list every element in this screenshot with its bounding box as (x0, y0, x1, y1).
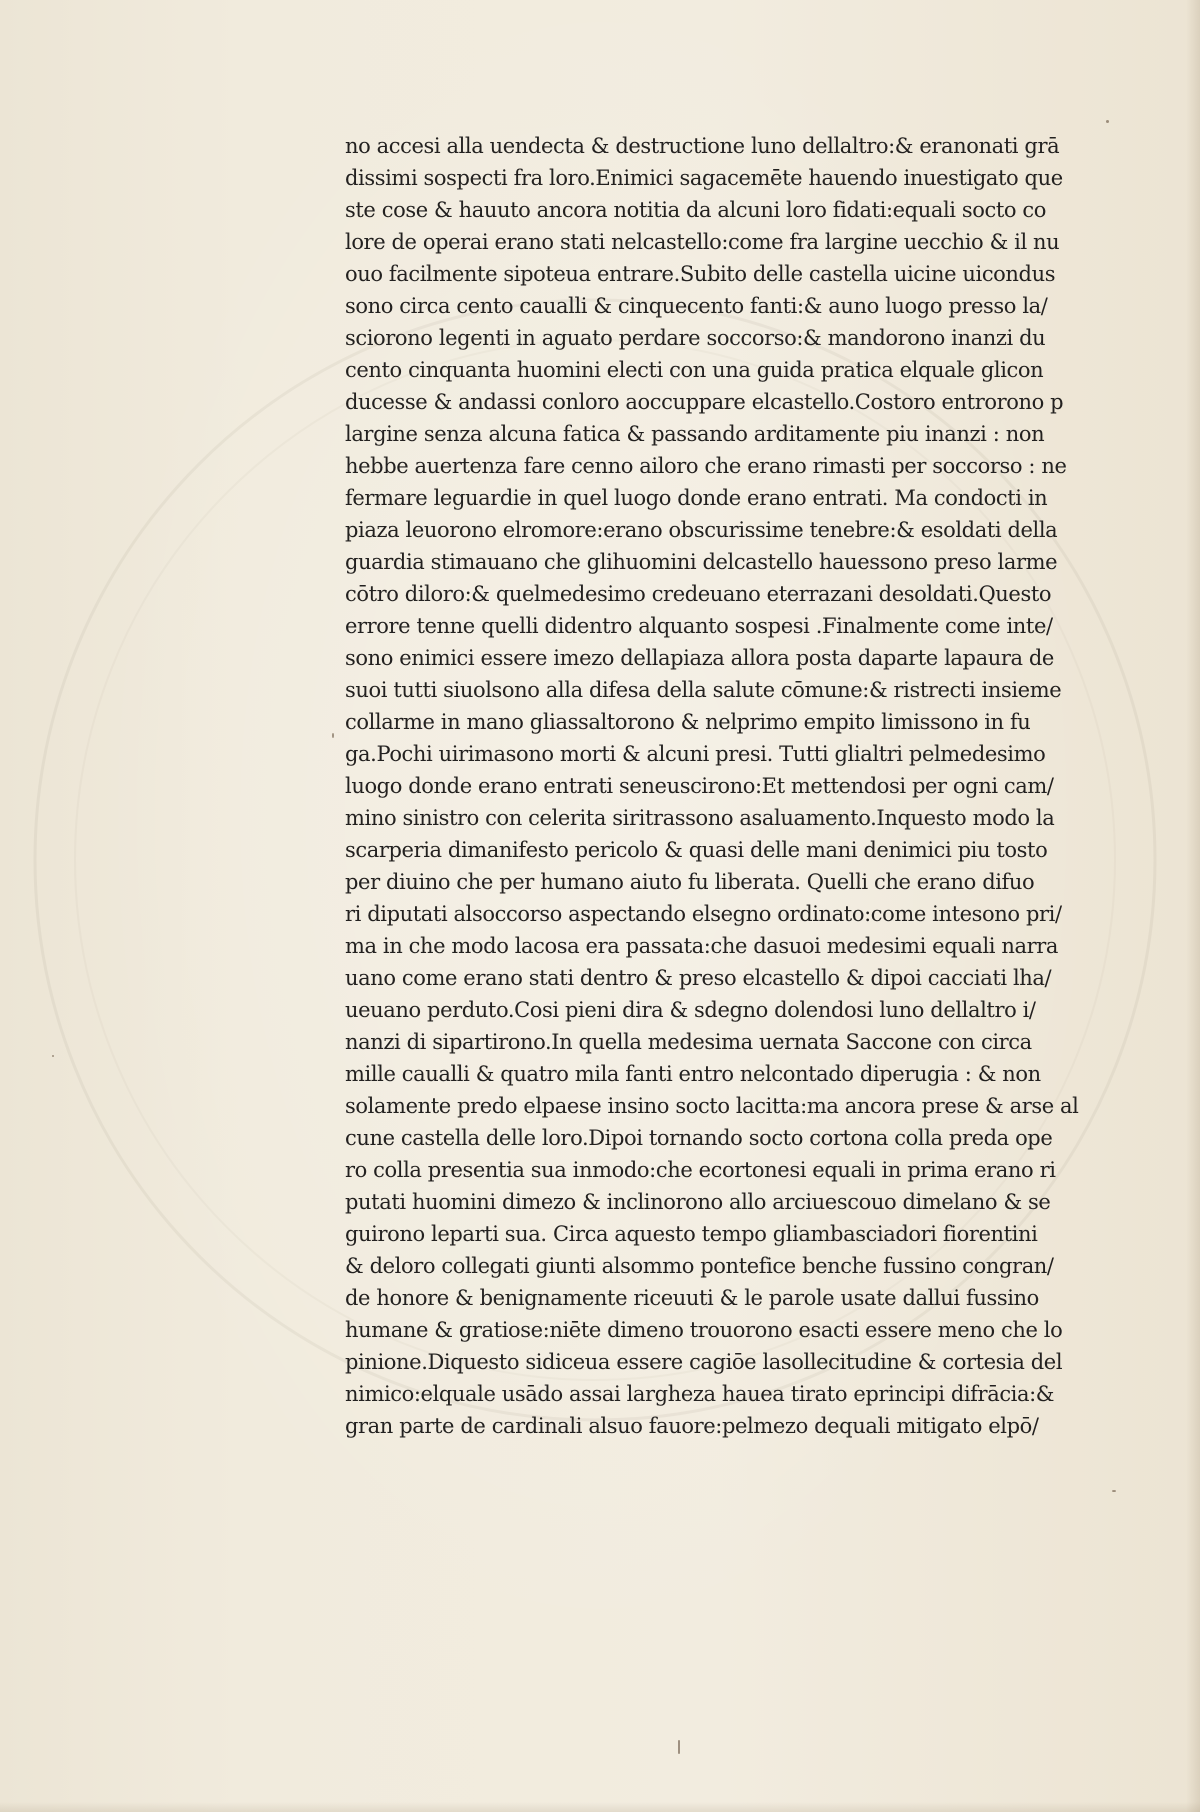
text-line: mille caualli & quatro mila fanti entro nelcontado diperugia : & non (345, 1062, 1041, 1086)
page-edge-bottom (0, 1802, 1200, 1812)
text-line: ma in che modo lacosa era passata:che dasuoi medesimi equali narra (345, 934, 1059, 958)
text-line: errore tenne quelli didentro alquanto sospesi .Finalmente come inte/ (345, 614, 1053, 638)
paper-speck (1112, 1490, 1116, 1492)
page-edge-right (1186, 0, 1200, 1812)
text-line: largine senza alcuna fatica & passando arditamente piu inanzi : non (345, 422, 1045, 446)
text-line: nimico:elquale usādo assai largheza hauea tirato eprincipi difrācia:& (345, 1382, 1055, 1406)
text-line: uano come erano stati dentro & preso elcastello & dipoi cacciati lha/ (345, 966, 1052, 990)
text-column (345, 130, 1115, 1442)
text-line: ueuano perduto.Cosi pieni dira & sdegno dolendosi luno dellaltro i/ (345, 998, 1036, 1022)
text-line: humane & gratiose:niēte dimeno trouorono esacti essere meno che lo (345, 1318, 1063, 1342)
text-line: sono circa cento caualli & cinquecento fanti:& auno luogo presso la/ (345, 294, 1048, 318)
text-line: cento cinquanta huomini electi con una guida pratica elquale glicon (345, 358, 1044, 382)
text-line: mino sinistro con celerita siritrassono asaluamento.Inquesto modo la (345, 806, 1055, 830)
paper-speck (678, 1740, 680, 1754)
text-line: no accesi alla uendecta & destructione luno dellaltro:& eranonati grā (345, 134, 1060, 158)
text-line: scarperia dimanifesto pericolo & quasi delle mani denimici piu tosto (345, 838, 1048, 862)
text-line: ducesse & andassi conloro aoccuppare elcastello.Costoro entrorono p (345, 390, 1064, 414)
text-line: ri diputati alsoccorso aspectando elsegno ordinato:come intesono pri/ (345, 902, 1062, 926)
text-line: hebbe auertenza fare cenno ailoro che erano rimasti per soccorso : ne (345, 454, 1067, 478)
text-line: suoi tutti siuolsono alla difesa della salute cōmune:& ristrecti insieme (345, 678, 1062, 702)
text-line: ste cose & hauuto ancora notitia da alcuni loro fidati:equali socto co (345, 198, 1047, 222)
text-line: & deloro collegati giunti alsommo pontefice benche fussino congran/ (345, 1254, 1054, 1278)
text-line: piaza leuorono elromore:erano obscurissime tenebre:& esoldati della (345, 518, 1058, 542)
text-line: dissimi sospecti fra loro.Enimici sagacemēte hauendo inuestigato que (345, 166, 1063, 190)
text-line: cune castella delle loro.Dipoi tornando socto cortona colla preda ope (345, 1126, 1053, 1150)
text-line: solamente predo elpaese insino socto lacitta:ma ancora prese & arse al (345, 1094, 1079, 1118)
paper-speck (52, 1055, 54, 1057)
text-line: guardia stimauano che glihuomini delcastello hauessono preso larme (345, 550, 1058, 574)
paper-speck (332, 733, 334, 738)
text-line: per diuino che per humano aiuto fu liberata. Quelli che erano difuo (345, 870, 1035, 894)
text-line: sono enimici essere imezo dellapiaza allora posta daparte lapaura de (345, 646, 1054, 670)
text-line: fermare leguardie in quel luogo donde erano entrati. Ma condocti in (345, 486, 1048, 510)
text-line: nanzi di sipartirono.In quella medesima uernata Saccone con circa (345, 1030, 1032, 1054)
text-line: putati huomini dimezo & inclinorono allo arciuescouo dimelano & se (345, 1190, 1051, 1214)
text-line: gran parte de cardinali alsuo fauore:pelmezo dequali mitigato elpō/ (345, 1414, 1039, 1438)
text-line: de honore & benignamente riceuuti & le parole usate dallui fussino (345, 1286, 1039, 1310)
text-line: collarme in mano gliassaltorono & nelprimo empito limissono in fu (345, 710, 1031, 734)
text-line: ouo facilmente sipoteua entrare.Subito delle castella uicine uicondus (345, 262, 1056, 286)
text-line: cōtro diloro:& quelmedesimo credeuano eterrazani desoldati.Questo (345, 582, 1052, 606)
text-line: sciorono legenti in aguato perdare soccorso:& mandorono inanzi du (345, 326, 1046, 350)
text-line: guirono leparti sua. Circa aquesto tempo gliambasciadori fiorentini (345, 1222, 1038, 1246)
text-line: ro colla presentia sua inmodo:che ecortonesi equali in prima erano ri (345, 1158, 1056, 1182)
text-line: ga.Pochi uirimasono morti & alcuni presi. Tutti glialtri pelmedesimo (345, 742, 1046, 766)
text-line: pinione.Diquesto sidiceua essere cagiōe lasollecitudine & cortesia del (345, 1350, 1063, 1374)
text-line: lore de operai erano stati nelcastello:come fra largine uecchio & il nu (345, 230, 1060, 254)
paper-speck (1106, 120, 1109, 123)
text-line: luogo donde erano entrati seneuscirono:Et mettendosi per ogni cam/ (345, 774, 1054, 798)
